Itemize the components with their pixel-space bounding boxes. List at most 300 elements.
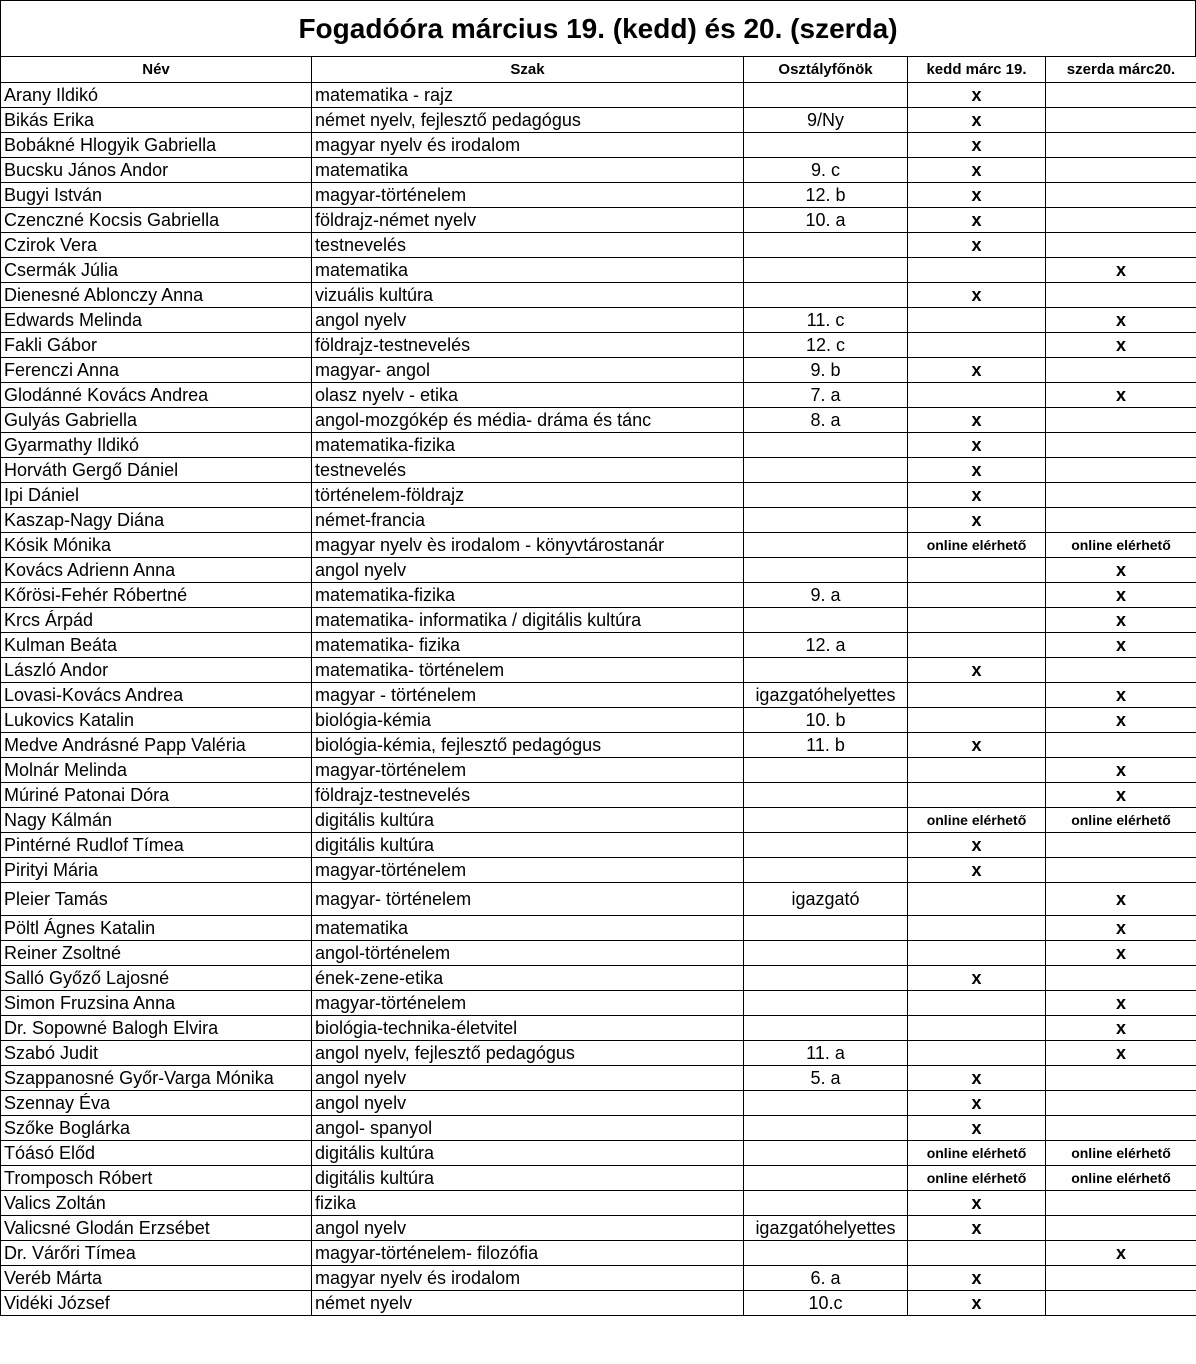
cell-name: Krcs Árpád [1, 608, 312, 633]
cell-form-teacher [744, 833, 908, 858]
cell-wednesday [1046, 483, 1196, 508]
cell-name: Valics Zoltán [1, 1191, 312, 1216]
cell-form-teacher [744, 1116, 908, 1141]
table-row [1, 1291, 1196, 1316]
cell-subject: matematika-fizika [312, 583, 744, 608]
cell-tuesday: x [908, 658, 1046, 683]
cell-form-teacher: 9. a [744, 583, 908, 608]
cell-name: Dienesné Ablonczy Anna [1, 283, 312, 308]
cell-wednesday: x [1046, 633, 1196, 658]
cell-form-teacher [744, 533, 908, 558]
cell-tuesday: x [908, 458, 1046, 483]
cell-name: Salló Győző Lajosné [1, 966, 312, 991]
cell-tuesday [908, 758, 1046, 783]
table-row [1, 208, 1196, 233]
cell-wednesday [1046, 1066, 1196, 1091]
cell-subject: testnevelés [312, 458, 744, 483]
cell-wednesday: x [1046, 1241, 1196, 1266]
header-wednesday: szerda márc20. [1046, 57, 1196, 83]
cell-form-teacher [744, 1091, 908, 1116]
table-row [1, 83, 1196, 108]
cell-name: Czirok Vera [1, 233, 312, 258]
cell-name: Kőrösi-Fehér Róbertné [1, 583, 312, 608]
cell-form-teacher: 5. a [744, 1066, 908, 1091]
cell-name: Czenczné Kocsis Gabriella [1, 208, 312, 233]
cell-tuesday: x [908, 208, 1046, 233]
table-row [1, 1191, 1196, 1216]
table-row [1, 533, 1196, 558]
cell-wednesday: x [1046, 583, 1196, 608]
cell-wednesday: x [1046, 941, 1196, 966]
table-row [1, 458, 1196, 483]
cell-name: Múriné Patonai Dóra [1, 783, 312, 808]
cell-form-teacher [744, 1141, 908, 1166]
cell-tuesday: online elérhető [908, 1166, 1046, 1191]
table-row [1, 608, 1196, 633]
cell-form-teacher [744, 1166, 908, 1191]
cell-subject: matematika- fizika [312, 633, 744, 658]
cell-name: Szőke Boglárka [1, 1116, 312, 1141]
cell-wednesday: x [1046, 783, 1196, 808]
cell-form-teacher [744, 133, 908, 158]
cell-name: Pleier Tamás [1, 883, 312, 916]
cell-wednesday: x [1046, 708, 1196, 733]
cell-name: Medve Andrásné Papp Valéria [1, 733, 312, 758]
cell-tuesday: x [908, 833, 1046, 858]
cell-form-teacher [744, 858, 908, 883]
cell-subject: matematika [312, 158, 744, 183]
cell-name: Pirityi Mária [1, 858, 312, 883]
cell-tuesday: x [908, 966, 1046, 991]
cell-name: Valicsné Glodán Erzsébet [1, 1216, 312, 1241]
cell-wednesday: x [1046, 333, 1196, 358]
cell-tuesday [908, 333, 1046, 358]
cell-subject: magyar nyelv és irodalom [312, 133, 744, 158]
cell-wednesday [1046, 658, 1196, 683]
cell-subject: német nyelv [312, 1291, 744, 1316]
cell-tuesday: x [908, 733, 1046, 758]
cell-subject: biológia-kémia [312, 708, 744, 733]
cell-subject: angol-mozgókép és média- dráma és tánc [312, 408, 744, 433]
cell-name: Kulman Beáta [1, 633, 312, 658]
table-row [1, 333, 1196, 358]
cell-name: Pintérné Rudlof Tímea [1, 833, 312, 858]
cell-wednesday [1046, 1266, 1196, 1291]
cell-form-teacher [744, 483, 908, 508]
cell-wednesday: x [1046, 608, 1196, 633]
cell-form-teacher [744, 966, 908, 991]
cell-tuesday: x [908, 483, 1046, 508]
cell-subject: földrajz-német nyelv [312, 208, 744, 233]
cell-subject: matematika- történelem [312, 658, 744, 683]
cell-tuesday: x [908, 508, 1046, 533]
cell-subject: magyar-történelem- filozófia [312, 1241, 744, 1266]
cell-wednesday: x [1046, 383, 1196, 408]
cell-wednesday: x [1046, 883, 1196, 916]
cell-tuesday [908, 991, 1046, 1016]
cell-form-teacher: 10.c [744, 1291, 908, 1316]
cell-name: Szappanosné Győr-Varga Mónika [1, 1066, 312, 1091]
cell-wednesday: x [1046, 1041, 1196, 1066]
cell-subject: matematika [312, 916, 744, 941]
cell-form-teacher [744, 558, 908, 583]
cell-wednesday: x [1046, 308, 1196, 333]
cell-wednesday: online elérhető [1046, 1141, 1196, 1166]
cell-wednesday [1046, 1216, 1196, 1241]
table-row [1, 483, 1196, 508]
cell-tuesday [908, 1016, 1046, 1041]
cell-form-teacher [744, 458, 908, 483]
cell-name: Reiner Zsoltné [1, 941, 312, 966]
cell-subject: magyar-történelem [312, 991, 744, 1016]
cell-wednesday [1046, 133, 1196, 158]
table-row [1, 833, 1196, 858]
page-title: Fogadóóra március 19. (kedd) és 20. (szerda) [0, 0, 1196, 56]
cell-tuesday: x [908, 83, 1046, 108]
cell-tuesday: x [908, 283, 1046, 308]
cell-wednesday [1046, 408, 1196, 433]
cell-name: Szennay Éva [1, 1091, 312, 1116]
cell-tuesday [908, 308, 1046, 333]
cell-subject: digitális kultúra [312, 1141, 744, 1166]
table-row [1, 508, 1196, 533]
cell-name: Simon Fruzsina Anna [1, 991, 312, 1016]
cell-form-teacher [744, 658, 908, 683]
cell-subject: magyar - történelem [312, 683, 744, 708]
cell-name: Dr. Sopowné Balogh Elvira [1, 1016, 312, 1041]
cell-name: Ferenczi Anna [1, 358, 312, 383]
table-row [1, 558, 1196, 583]
table-row [1, 916, 1196, 941]
table-row [1, 158, 1196, 183]
cell-form-teacher: 9/Ny [744, 108, 908, 133]
cell-wednesday: x [1046, 991, 1196, 1016]
table-row [1, 633, 1196, 658]
cell-tuesday [908, 683, 1046, 708]
cell-name: Csermák Júlia [1, 258, 312, 283]
cell-name: Edwards Melinda [1, 308, 312, 333]
cell-subject: matematika - rajz [312, 83, 744, 108]
table-row [1, 1216, 1196, 1241]
cell-wednesday [1046, 858, 1196, 883]
table-row [1, 858, 1196, 883]
table-row [1, 1266, 1196, 1291]
table-row [1, 883, 1196, 916]
cell-name: László Andor [1, 658, 312, 683]
cell-wednesday [1046, 458, 1196, 483]
cell-tuesday [908, 258, 1046, 283]
cell-form-teacher [744, 233, 908, 258]
table-row [1, 433, 1196, 458]
table-row [1, 941, 1196, 966]
cell-name: Kovács Adrienn Anna [1, 558, 312, 583]
cell-tuesday: x [908, 1191, 1046, 1216]
table-body [1, 83, 1196, 1316]
cell-subject: német-francia [312, 508, 744, 533]
cell-subject: digitális kultúra [312, 808, 744, 833]
cell-subject: angol nyelv [312, 1216, 744, 1241]
cell-name: Molnár Melinda [1, 758, 312, 783]
table-row [1, 808, 1196, 833]
cell-subject: angol-történelem [312, 941, 744, 966]
cell-tuesday: x [908, 1266, 1046, 1291]
cell-form-teacher: 12. b [744, 183, 908, 208]
cell-form-teacher [744, 916, 908, 941]
cell-name: Bucsku János Andor [1, 158, 312, 183]
cell-name: Gulyás Gabriella [1, 408, 312, 433]
cell-subject: angol nyelv [312, 1091, 744, 1116]
table-row [1, 758, 1196, 783]
table-row [1, 658, 1196, 683]
cell-wednesday: online elérhető [1046, 1166, 1196, 1191]
cell-subject: testnevelés [312, 233, 744, 258]
cell-wednesday [1046, 1116, 1196, 1141]
cell-subject: digitális kultúra [312, 1166, 744, 1191]
cell-wednesday [1046, 966, 1196, 991]
schedule-table [0, 56, 1196, 1316]
cell-wednesday: x [1046, 258, 1196, 283]
table-row [1, 1066, 1196, 1091]
cell-wednesday [1046, 208, 1196, 233]
cell-form-teacher: 10. b [744, 708, 908, 733]
cell-wednesday [1046, 183, 1196, 208]
cell-wednesday [1046, 108, 1196, 133]
cell-form-teacher: igazgató [744, 883, 908, 916]
cell-tuesday: x [908, 433, 1046, 458]
table-row [1, 1116, 1196, 1141]
cell-form-teacher: 7. a [744, 383, 908, 408]
cell-name: Nagy Kálmán [1, 808, 312, 833]
cell-name: Lukovics Katalin [1, 708, 312, 733]
cell-form-teacher [744, 283, 908, 308]
cell-form-teacher: 11. c [744, 308, 908, 333]
table-row [1, 233, 1196, 258]
cell-subject: fizika [312, 1191, 744, 1216]
cell-form-teacher [744, 783, 908, 808]
cell-form-teacher: 9. b [744, 358, 908, 383]
table-row [1, 1016, 1196, 1041]
cell-form-teacher [744, 758, 908, 783]
cell-name: Lovasi-Kovács Andrea [1, 683, 312, 708]
cell-subject: olasz nyelv - etika [312, 383, 744, 408]
table-row [1, 108, 1196, 133]
cell-wednesday [1046, 1191, 1196, 1216]
table-row [1, 583, 1196, 608]
cell-tuesday: x [908, 133, 1046, 158]
header-row [1, 57, 1196, 83]
cell-form-teacher [744, 608, 908, 633]
cell-tuesday: x [908, 1091, 1046, 1116]
cell-name: Bobákné Hlogyik Gabriella [1, 133, 312, 158]
cell-tuesday: x [908, 233, 1046, 258]
cell-form-teacher: 10. a [744, 208, 908, 233]
cell-tuesday [908, 608, 1046, 633]
table-row [1, 408, 1196, 433]
cell-subject: magyar nyelv és irodalom [312, 1266, 744, 1291]
cell-form-teacher: 9. c [744, 158, 908, 183]
table-row [1, 183, 1196, 208]
cell-subject: digitális kultúra [312, 833, 744, 858]
cell-subject: angol nyelv [312, 558, 744, 583]
cell-name: Ipi Dániel [1, 483, 312, 508]
cell-subject: matematika-fizika [312, 433, 744, 458]
cell-tuesday [908, 708, 1046, 733]
cell-wednesday [1046, 733, 1196, 758]
cell-subject: földrajz-testnevelés [312, 333, 744, 358]
cell-subject: történelem-földrajz [312, 483, 744, 508]
cell-name: Bikás Erika [1, 108, 312, 133]
cell-name: Fakli Gábor [1, 333, 312, 358]
cell-name: Kaszap-Nagy Diána [1, 508, 312, 533]
cell-subject: magyar nyelv ès irodalom - könyvtárostanár [312, 533, 744, 558]
cell-tuesday [908, 883, 1046, 916]
cell-name: Horváth Gergő Dániel [1, 458, 312, 483]
cell-name: Veréb Márta [1, 1266, 312, 1291]
cell-tuesday [908, 558, 1046, 583]
cell-tuesday: x [908, 1066, 1046, 1091]
cell-tuesday: x [908, 408, 1046, 433]
cell-wednesday: online elérhető [1046, 808, 1196, 833]
cell-tuesday: x [908, 183, 1046, 208]
cell-tuesday [908, 1041, 1046, 1066]
cell-form-teacher: igazgatóhelyettes [744, 1216, 908, 1241]
cell-form-teacher: igazgatóhelyettes [744, 683, 908, 708]
cell-tuesday: online elérhető [908, 533, 1046, 558]
table-row [1, 308, 1196, 333]
cell-wednesday: x [1046, 558, 1196, 583]
cell-tuesday [908, 916, 1046, 941]
cell-name: Szabó Judit [1, 1041, 312, 1066]
cell-form-teacher: 8. a [744, 408, 908, 433]
cell-tuesday: x [908, 108, 1046, 133]
cell-name: Gyarmathy Ildikó [1, 433, 312, 458]
cell-form-teacher [744, 991, 908, 1016]
cell-wednesday [1046, 83, 1196, 108]
table-row [1, 258, 1196, 283]
cell-tuesday [908, 383, 1046, 408]
cell-wednesday: x [1046, 758, 1196, 783]
cell-wednesday [1046, 508, 1196, 533]
cell-subject: magyar- angol [312, 358, 744, 383]
cell-name: Tóásó Előd [1, 1141, 312, 1166]
table-row [1, 1166, 1196, 1191]
cell-name: Kósik Mónika [1, 533, 312, 558]
cell-name: Dr. Várőri Tímea [1, 1241, 312, 1266]
cell-wednesday [1046, 283, 1196, 308]
cell-form-teacher [744, 83, 908, 108]
table-row [1, 358, 1196, 383]
header-tuesday: kedd márc 19. [908, 57, 1046, 83]
cell-subject: angol nyelv [312, 1066, 744, 1091]
cell-subject: magyar-történelem [312, 758, 744, 783]
table-row [1, 733, 1196, 758]
cell-name: Tromposch Róbert [1, 1166, 312, 1191]
table-row [1, 283, 1196, 308]
cell-tuesday: x [908, 358, 1046, 383]
cell-form-teacher [744, 508, 908, 533]
table-row [1, 966, 1196, 991]
cell-subject: matematika- informatika / digitális kultúra [312, 608, 744, 633]
cell-wednesday [1046, 233, 1196, 258]
cell-form-teacher [744, 258, 908, 283]
header-name: Név [1, 57, 312, 83]
cell-tuesday [908, 633, 1046, 658]
cell-tuesday [908, 1241, 1046, 1266]
cell-subject: német nyelv, fejlesztő pedagógus [312, 108, 744, 133]
cell-tuesday: x [908, 1216, 1046, 1241]
cell-wednesday: x [1046, 916, 1196, 941]
header-subject: Szak [312, 57, 744, 83]
cell-subject: földrajz-testnevelés [312, 783, 744, 808]
cell-wednesday [1046, 433, 1196, 458]
cell-tuesday: x [908, 1116, 1046, 1141]
table-row [1, 783, 1196, 808]
cell-form-teacher [744, 1241, 908, 1266]
table-row [1, 1141, 1196, 1166]
cell-form-teacher: 11. b [744, 733, 908, 758]
cell-tuesday: x [908, 1291, 1046, 1316]
cell-wednesday [1046, 1291, 1196, 1316]
table-row [1, 708, 1196, 733]
cell-form-teacher: 12. c [744, 333, 908, 358]
cell-form-teacher [744, 433, 908, 458]
cell-subject: biológia-kémia, fejlesztő pedagógus [312, 733, 744, 758]
cell-form-teacher [744, 1191, 908, 1216]
table-row [1, 1091, 1196, 1116]
header-form-teacher: Osztályfőnök [744, 57, 908, 83]
cell-name: Vidéki József [1, 1291, 312, 1316]
cell-wednesday: online elérhető [1046, 533, 1196, 558]
cell-form-teacher [744, 808, 908, 833]
cell-wednesday: x [1046, 1016, 1196, 1041]
cell-subject: vizuális kultúra [312, 283, 744, 308]
table-row [1, 1241, 1196, 1266]
cell-form-teacher [744, 1016, 908, 1041]
cell-wednesday: x [1046, 683, 1196, 708]
cell-subject: magyar- történelem [312, 883, 744, 916]
cell-wednesday [1046, 358, 1196, 383]
cell-tuesday [908, 941, 1046, 966]
cell-subject: angol nyelv, fejlesztő pedagógus [312, 1041, 744, 1066]
table-row [1, 383, 1196, 408]
cell-form-teacher [744, 941, 908, 966]
cell-subject: biológia-technika-életvitel [312, 1016, 744, 1041]
cell-tuesday [908, 783, 1046, 808]
cell-tuesday [908, 583, 1046, 608]
cell-tuesday: x [908, 158, 1046, 183]
cell-tuesday: online elérhető [908, 1141, 1046, 1166]
cell-subject: ének-zene-etika [312, 966, 744, 991]
table-row [1, 133, 1196, 158]
cell-subject: magyar-történelem [312, 858, 744, 883]
table-row [1, 683, 1196, 708]
cell-subject: angol- spanyol [312, 1116, 744, 1141]
cell-subject: matematika [312, 258, 744, 283]
cell-form-teacher: 11. a [744, 1041, 908, 1066]
cell-name: Bugyi István [1, 183, 312, 208]
cell-tuesday: online elérhető [908, 808, 1046, 833]
cell-name: Arany Ildikó [1, 83, 312, 108]
cell-wednesday [1046, 833, 1196, 858]
table-row [1, 1041, 1196, 1066]
cell-tuesday: x [908, 858, 1046, 883]
cell-name: Pöltl Ágnes Katalin [1, 916, 312, 941]
cell-wednesday [1046, 1091, 1196, 1116]
cell-name: Glodánné Kovács Andrea [1, 383, 312, 408]
table-row [1, 991, 1196, 1016]
cell-subject: magyar-történelem [312, 183, 744, 208]
cell-subject: angol nyelv [312, 308, 744, 333]
